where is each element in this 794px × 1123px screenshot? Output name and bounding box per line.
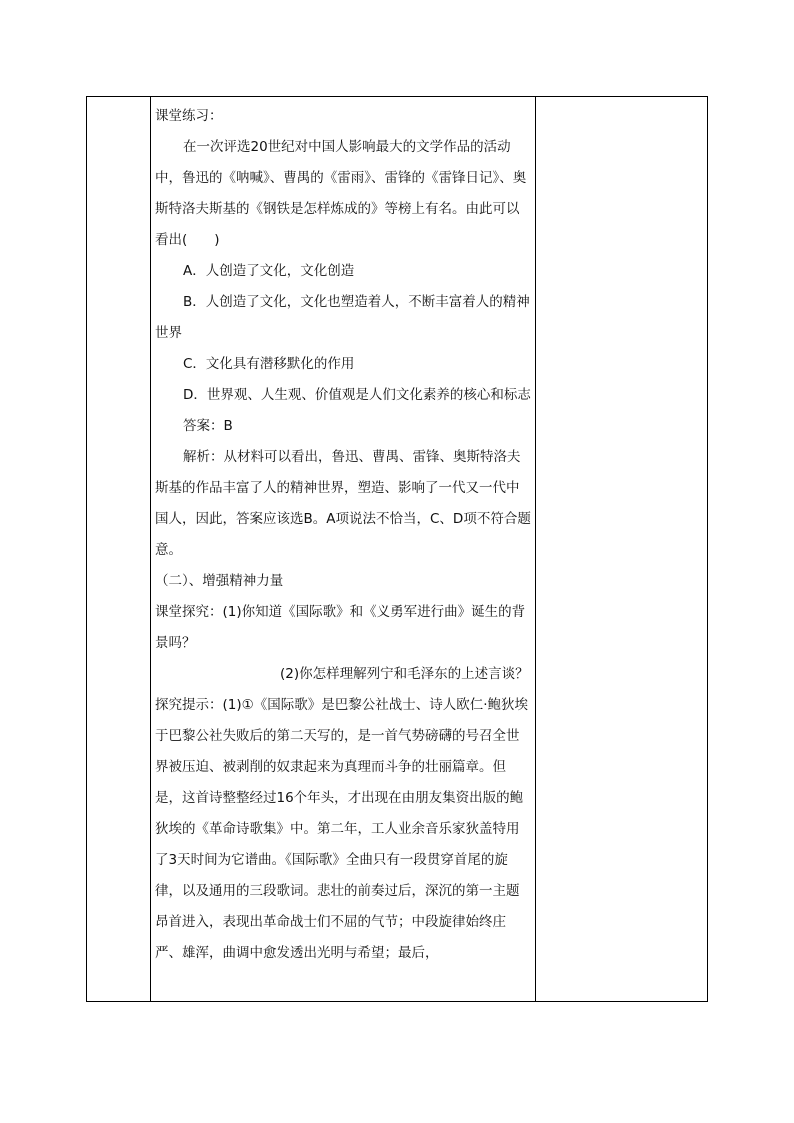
explore-question-2: (2)你怎样理解列宁和毛泽东的上述言谈？ bbox=[280, 666, 529, 682]
option-c: C．文化具有潜移默化的作用 bbox=[183, 356, 355, 372]
section-two-title: （二）、增强精神力量 bbox=[155, 573, 284, 589]
column-divider-right bbox=[535, 97, 536, 1001]
explore-question-1: 课堂探究：(1)你知道《国际歌》和《义勇军进行曲》诞生的背景吗？ bbox=[155, 604, 526, 651]
answer: 答案：B bbox=[183, 418, 233, 434]
practice-title: 课堂练习： bbox=[155, 108, 223, 124]
explore-hint: 探究提示：(1)①《国际歌》是巴黎公社战士、诗人欧仁·鲍狄埃于巴黎公社失败后的第二天写的，是一首气势磅礴的号召全世界被压迫、被剥削的奴隶起来为真理而斗争的壮丽篇章。但是，这首诗整整经过16个年头，才出现在由朋友集资出版的鲍狄埃的《革命诗歌集》中。第二年，工人业余音乐家狄盖特用了3天时间为它谱曲。《国际歌》全曲只有一段贯穿首尾的旋律，以及通用的三段歌词。悲壮的前奏过后，深沉的第一主题昂首进入，表现出革命战士们不屈的气节；中段旋律始终庄严、雄浑，曲调中愈发透出光明与希望；最后， bbox=[155, 697, 529, 961]
lesson-table bbox=[86, 96, 708, 1002]
option-d: D．世界观、人生观、价值观是人们文化素养的核心和标志 bbox=[183, 387, 531, 403]
option-a: A．人创造了文化，文化创造 bbox=[183, 263, 355, 279]
lesson-content-cell bbox=[155, 101, 531, 969]
analysis: 解析：从材料可以看出，鲁迅、曹禺、雷锋、奥斯特洛夫斯基的作品丰富了人的精神世界，塑造、影响了一代又一代中国人，因此，答案应该选B。A项说法不恰当，C、D项不符合题意。 bbox=[155, 449, 531, 558]
column-divider-left bbox=[150, 97, 151, 1001]
question-stem: 在一次评选20世纪对中国人影响最大的文学作品的活动中，鲁迅的《呐喊》、曹禺的《雷雨》、雷锋的《雷锋日记》、奥斯特洛夫斯基的《钢铁是怎样炼成的》等榜上有名。由此可以看出( ) bbox=[155, 139, 527, 248]
option-b: B．人创造了文化，文化也塑造着人，不断丰富着人的精神世界 bbox=[155, 294, 530, 341]
